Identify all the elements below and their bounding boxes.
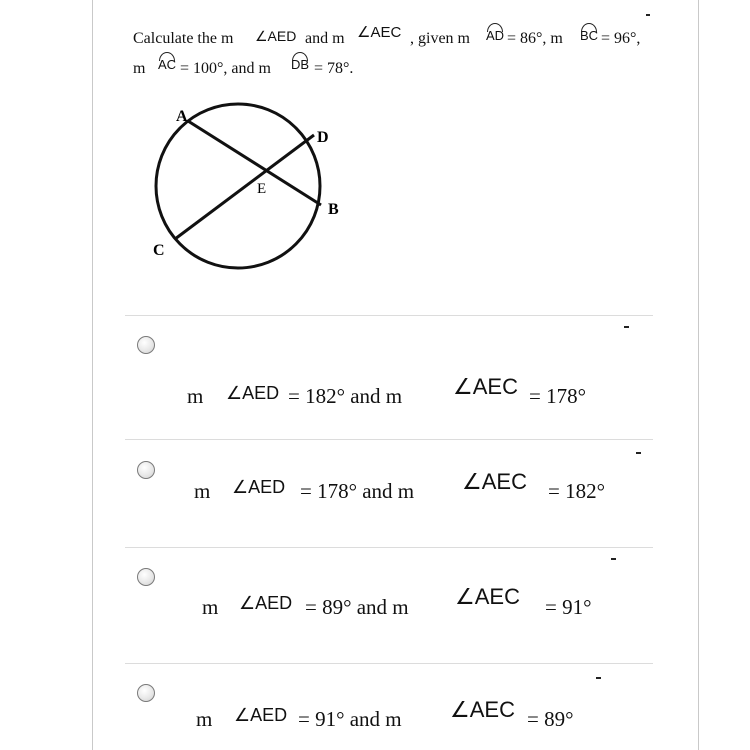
option-1-value-2: = 178° (529, 384, 586, 408)
circle-diagram (140, 100, 360, 280)
option-1-m: m (187, 384, 204, 408)
stray-mark (646, 14, 650, 16)
option-4-value-2: = 89° (527, 707, 574, 731)
option-2-angle-aec: ∠AEC (462, 469, 527, 494)
option-4-angle-aed: ∠AED (234, 705, 288, 725)
stray-mark (596, 677, 601, 679)
question-angle-aec: ∠AEC (357, 24, 402, 41)
question-db-value: = 78°. (314, 60, 354, 77)
option-3-m: m (202, 595, 219, 619)
option-2-angle-aed: ∠AED (232, 477, 286, 497)
question-m: m (133, 60, 146, 77)
option-1-radio[interactable] (137, 336, 155, 354)
question-ac-value: = 100°, and m (180, 60, 271, 77)
divider-3 (125, 547, 653, 548)
circle (156, 104, 320, 268)
question-and-m: and m (305, 30, 345, 47)
arc-ac: AC (158, 57, 177, 72)
stray-mark (611, 558, 616, 560)
question-calculate: Calculate the m (133, 30, 234, 47)
option-4-angle-aec: ∠AEC (450, 697, 515, 722)
option-2-value-2: = 182° (548, 479, 605, 503)
left-border (92, 0, 93, 750)
arc-ad: AD (486, 28, 505, 43)
question-angle-aed: ∠AED (255, 28, 297, 44)
stray-mark (636, 452, 641, 454)
option-3-angle-aec: ∠AEC (455, 584, 520, 609)
question-bc-value: = 96°, (601, 30, 641, 47)
option-3-angle-aed: ∠AED (239, 593, 293, 613)
option-1-angle-aed: ∠AED (226, 383, 280, 403)
right-border (698, 0, 699, 750)
option-2-value-1: = 178° and m (300, 479, 415, 503)
label-d: D (317, 129, 329, 146)
arc-db: DB (291, 57, 310, 72)
option-4-radio[interactable] (137, 684, 155, 702)
question-given-m: , given m (410, 30, 470, 47)
label-c: C (153, 242, 165, 259)
option-4-value-1: = 91° and m (298, 707, 402, 731)
question-ad-value: = 86°, m (507, 30, 563, 47)
option-3-radio[interactable] (137, 568, 155, 586)
arc-bc: BC (580, 28, 599, 43)
option-3-value-1: = 89° and m (305, 595, 409, 619)
option-3-value-2: = 91° (545, 595, 592, 619)
option-4-m: m (196, 707, 213, 731)
option-2-radio[interactable] (137, 461, 155, 479)
label-b: B (328, 201, 339, 218)
option-1-value-1: = 182° and m (288, 384, 403, 408)
stray-mark (624, 326, 629, 328)
label-e: E (257, 181, 267, 197)
divider-2 (125, 439, 653, 440)
option-2-m: m (194, 479, 211, 503)
label-a: A (176, 108, 188, 125)
divider-4 (125, 663, 653, 664)
divider-1 (125, 315, 653, 316)
option-1-angle-aec: ∠AEC (453, 374, 518, 399)
